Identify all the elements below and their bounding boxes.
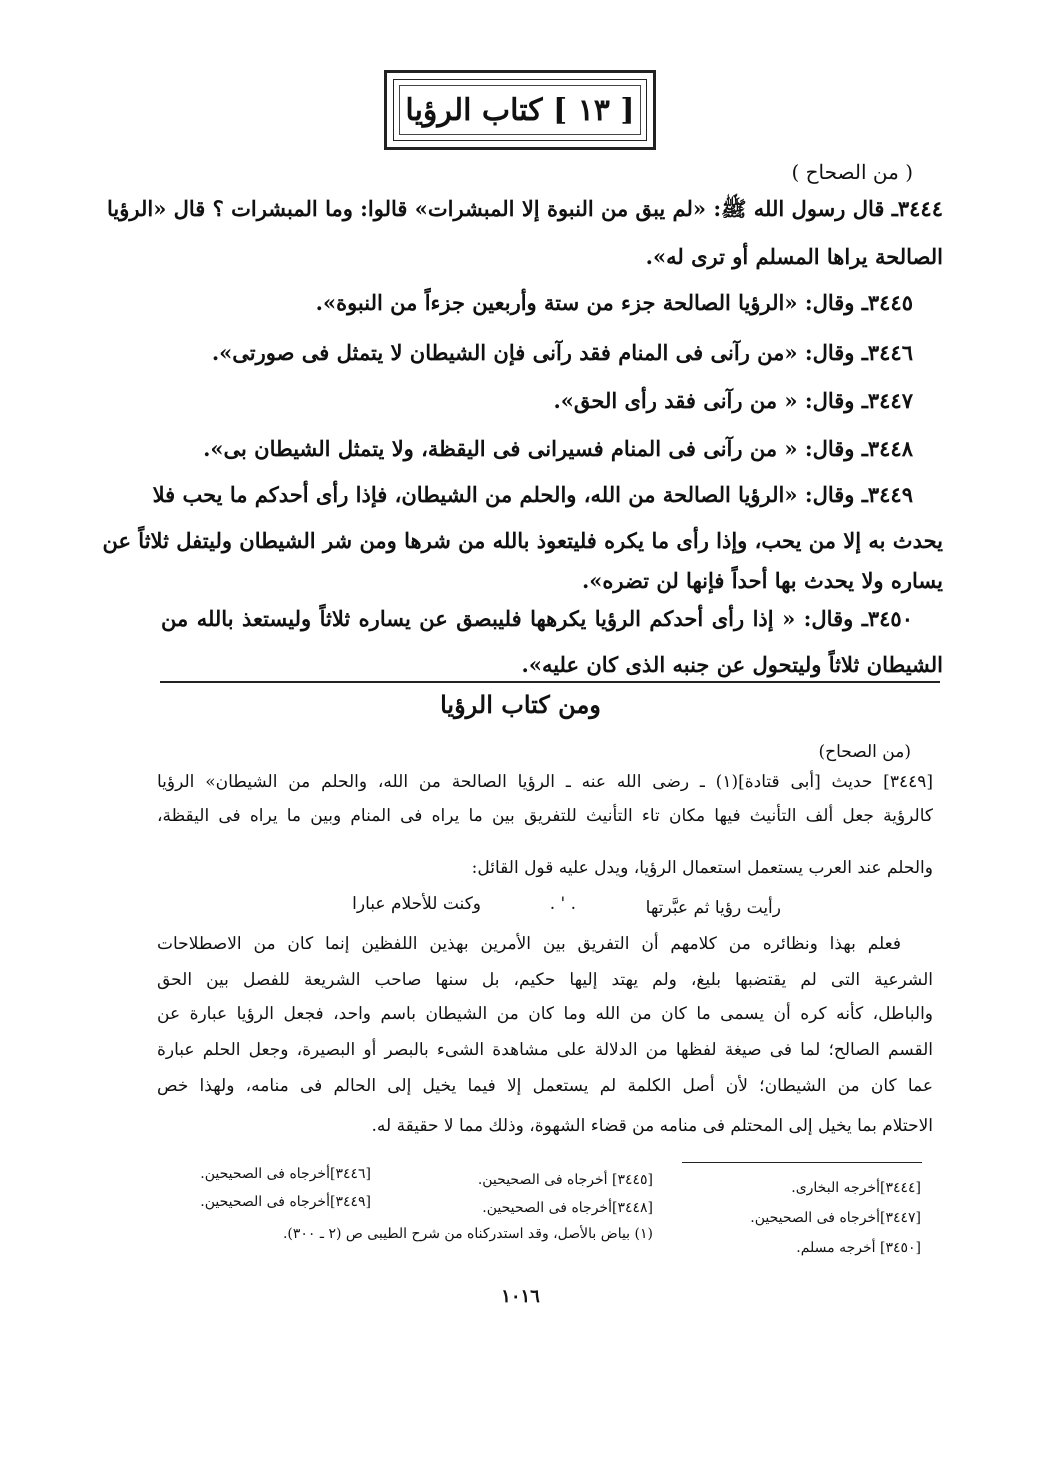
page-number: ١٠١٦ xyxy=(501,1286,540,1307)
footnote-3444: [٣٤٤٤]أخرجه البخارى. xyxy=(791,1180,921,1196)
footnote-3449: [٣٤٤٩]أخرجاه فى الصحيحين. xyxy=(200,1194,371,1210)
hadith-3444-line-1: ٣٤٤٤ـ قال رسول الله ﷺ: «لم يبق من النبوة إلا المبشرات» قالوا: وما المبشرات ؟ قال «الرؤيا xyxy=(107,196,943,221)
hadith-3446: ٣٤٤٦ـ وقال: «من رآنى فى المنام فقد رآنى فإن الشيطان لا يتمثل فى صورتى». xyxy=(211,340,913,365)
title-frame xyxy=(384,70,656,150)
commentary-para-line-6: الاحتلام بما يخيل إلى المحتلم فى منامه من قضاء الشهوة، وذلك مما لا حقيقة له. xyxy=(371,1116,933,1136)
verse-separator: . ' . xyxy=(549,894,576,914)
hadith-3450-line-2: الشيطان ثلاثاً وليتحول عن جنبه الذى كان عليه». xyxy=(521,652,943,677)
hadith-3449-line-2: يحدث به إلا من يحب، وإذا رأى ما يكره فليتعوذ بالله من شرها ومن شر الشيطان وليتفل ثلاثاً عن xyxy=(102,528,943,553)
hadith-3449-line-1: ٣٤٤٩ـ وقال: «الرؤيا الصالحة من الله، والحلم من الشيطان، فإذا رأى أحدكم ما يحب فلا xyxy=(152,482,913,507)
commentary-heading: ومن كتاب الرؤيا xyxy=(440,690,601,719)
commentary-para-line-5: عما كان من الشيطان؛ لأن أصل الكلمة لم يستعمل إلا فيما يخيل إلى الحالم فى منامه، ولهذا خص xyxy=(157,1076,933,1096)
hadith-3450-line-1: ٣٤٥٠ـ وقال: « إذا رأى أحدكم الرؤيا يكرهها فليبصق عن يساره ثلاثاً وليستعذ بالله من xyxy=(161,606,913,631)
commentary-para-line-2: الشرعية التى لم يقتضبها بليغ، ولم يهتد إليها حكيم، بل سنها صاحب الشريعة للفصل بين الحق xyxy=(157,970,933,990)
footnote-3450: [٣٤٥٠] أخرجه مسلم. xyxy=(796,1240,921,1256)
hadith-3447: ٣٤٤٧ـ وقال: « من رآنى فقد رأى الحق». xyxy=(553,388,913,413)
commentary-line-2: كالرؤية جعل ألف التأنيث فيها مكان تاء التأنيث للتفريق بين ما يراه فى المنام وبين ما يراه فى اليقظة، xyxy=(157,806,933,826)
page-title: [ ١٣ ] كتاب الرؤيا xyxy=(405,93,635,128)
hadith-3449-line-3: يساره ولا يحدث بها أحداً فإنها لن تضره». xyxy=(581,568,943,593)
footnote-3445: [٣٤٤٥] أخرجاه فى الصحيحين. xyxy=(477,1172,653,1188)
footnote-divider xyxy=(682,1162,922,1163)
commentary-line-3: والحلم عند العرب يستعمل استعمال الرؤيا، ويدل عليه قول القائل: xyxy=(471,858,933,878)
hadith-3444-line-2: الصالحة يراها المسلم أو ترى له». xyxy=(645,244,943,269)
commentary-section-label: (من الصحاح) xyxy=(818,742,911,762)
footnote-3446: [٣٤٤٦]أخرجاه فى الصحيحين. xyxy=(200,1166,371,1182)
section-label: ( من الصحاح ) xyxy=(791,160,913,184)
footnote-3448: [٣٤٤٨]أخرجاه فى الصحيحين. xyxy=(482,1200,653,1216)
commentary-line-1: [٣٤٤٩] حديث [أبى قتادة](١) ـ رضى الله عنه ـ الرؤيا الصالحة من الله، والحلم من الشيطان» الرؤيا xyxy=(157,772,933,792)
footnote-note-1: (١) بياض بالأصل، وقد استدركناه من شرح الطيبى ص (٢ ـ ٣٠٠). xyxy=(282,1226,653,1242)
section-divider xyxy=(160,681,940,683)
footnote-3447: [٣٤٤٧]أخرجاه فى الصحيحين. xyxy=(750,1210,921,1226)
verse-hemistich-left: وكنت للأحلام عبارا xyxy=(352,894,481,914)
hadith-3445: ٣٤٤٥ـ وقال: «الرؤيا الصالحة جزء من ستة وأربعين جزءاً من النبوة». xyxy=(315,290,913,315)
commentary-para-line-4: القسم الصالح؛ لما فى صيغة لفظها من الدلالة على مشاهدة الشىء بالبصر أو البصيرة، وجعل الحلم عبارة xyxy=(157,1040,933,1060)
commentary-para-line-1: فعلم بهذا ونظائره من كلامهم أن التفريق بين الأمرين بهذين اللفظين إنما كان من الاصطلاحات xyxy=(157,934,901,954)
verse-hemistich-right: رأيت رؤيا ثم عبَّرتها xyxy=(645,898,781,918)
commentary-para-line-3: والباطل، كأنه كره أن يسمى ما كان من الله وما كان من الشيطان باسم واحد، فجعل الرؤيا عبارة عن xyxy=(157,1004,933,1024)
hadith-3448: ٣٤٤٨ـ وقال: « من رآنى فى المنام فسيرانى فى اليقظة، ولا يتمثل الشيطان بى». xyxy=(203,436,913,461)
